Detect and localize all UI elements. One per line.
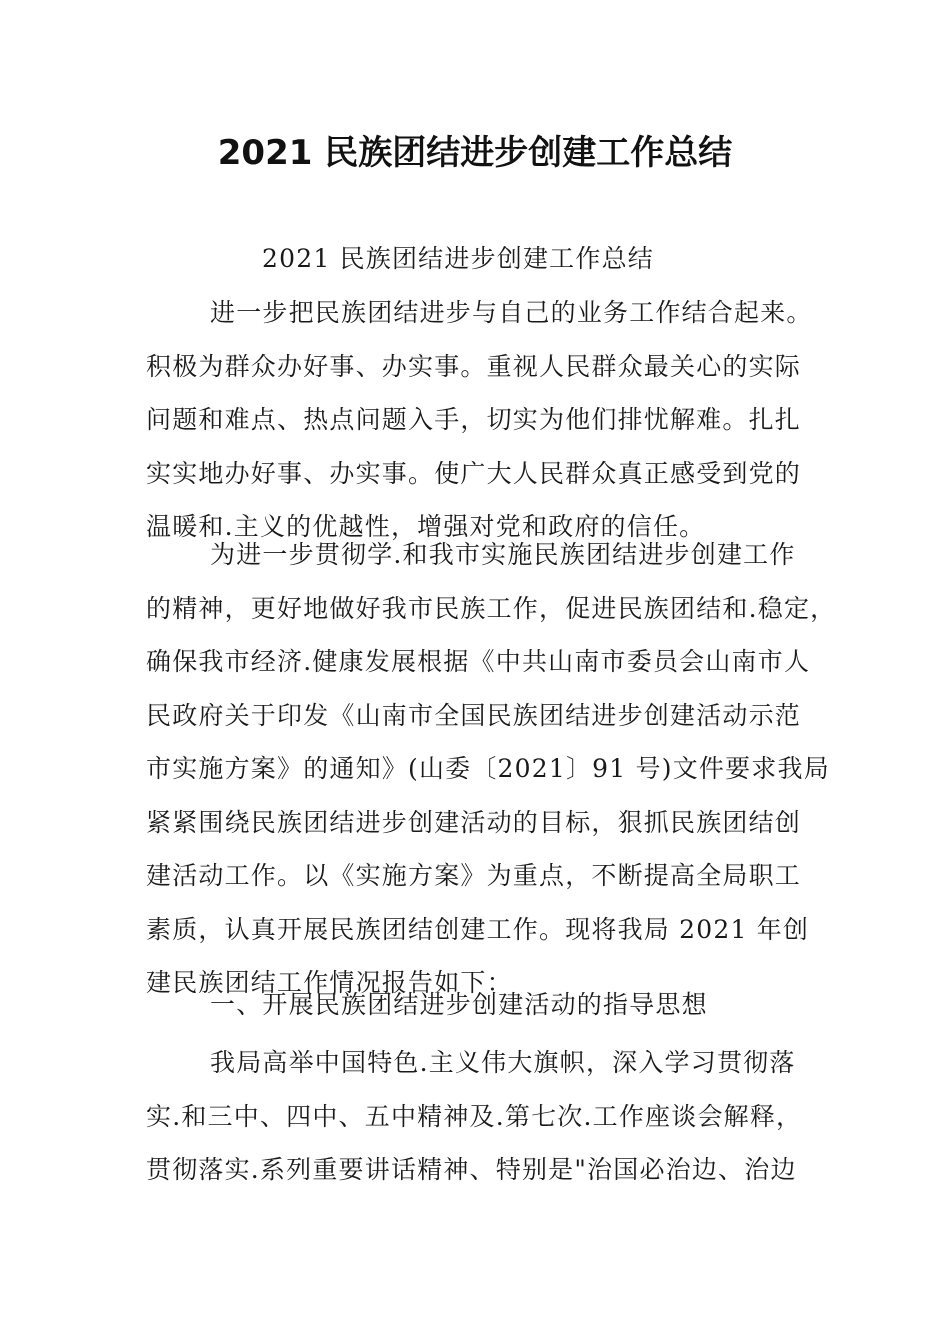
section-heading: 一、开展民族团结进步创建活动的指导思想 [210, 990, 708, 1019]
paragraph-line: 建活动工作。以《实施方案》为重点，不断提高全局职工 [146, 861, 802, 890]
paragraph-line: 进一步把民族团结进步与自己的业务工作结合起来。 [210, 298, 813, 327]
paragraph-line: 的精神，更好地做好我市民族工作，促进民族团结和.稳定， [146, 593, 837, 623]
paragraph-1 [146, 286, 816, 554]
paragraph-3 [146, 1036, 816, 1197]
paragraph-line: 温暖和.主义的优越性，增强对党和政府的信任。 [146, 512, 706, 541]
paragraph-line: 我局高举中国特色.主义伟大旗帜，深入学习贯彻落 [210, 1048, 796, 1077]
paragraph-line: 实.和三中、四中、五中精神及.第七次.工作座谈会解释， [146, 1101, 803, 1131]
paragraph-line: 建民族团结工作情况报告如下： [146, 968, 513, 997]
paragraph-line: 为进一步贯彻学.和我市实施民族团结进步创建工作 [210, 540, 796, 569]
paragraph-line: 实实地办好事、办实事。使广大人民群众真正感受到党的 [146, 458, 802, 488]
paragraph-line: 民政府关于印发《山南市全国民族团结进步创建活动示范 [146, 700, 802, 730]
paragraph-line: 确保我市经济.健康发展根据《中共山南市委员会山南市人 [146, 647, 811, 676]
document-subtitle: 2021 民族团结进步创建工作总结 [262, 244, 654, 273]
paragraph-line: 积极为群众办好事、办实事。重视人民群众最关心的实际 [146, 351, 802, 381]
paragraph-line: 市实施方案》的通知》(山委〔2021〕91 号)文件要求我局 [146, 754, 830, 783]
paragraph-line: 问题和难点、热点问题入手，切实为他们排忧解难。扎扎 [146, 405, 802, 434]
page-title: 2021 民族团结进步创建工作总结 [217, 133, 733, 173]
paragraph-line: 贯彻落实.系列重要讲话精神、特别是"治国必治边、治边 [146, 1155, 797, 1184]
paragraph-line: 素质，认真开展民族团结创建工作。现将我局 2021 年创 [146, 914, 810, 944]
paragraph-2 [146, 528, 837, 1010]
paragraph-line: 紧紧围绕民族团结进步创建活动的目标，狠抓民族团结创 [146, 807, 802, 837]
